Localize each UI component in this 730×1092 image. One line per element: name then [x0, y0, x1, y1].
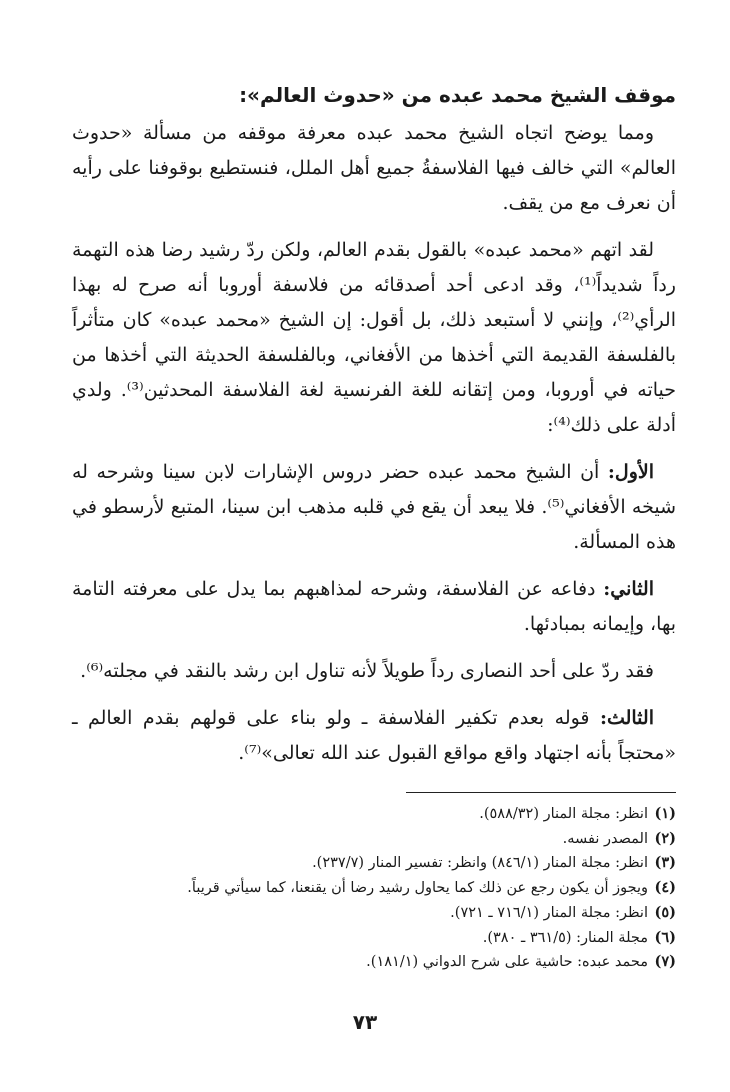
footnote-text: انظر: مجلة المنار (٨٤٦/١) وانظر: تفسير المنار (٢٣٧/٧).: [312, 855, 648, 872]
footnote-number: (٣): [654, 854, 676, 872]
footnote-item: [72, 901, 676, 926]
paragraph-text: أن الشيخ محمد عبده حضر دروس الإشارات لابن سينا وشرحه له شيخه الأفغاني⁽⁵⁾. فلا يبعد أن يقع في قلبه مذهب ابن سينا، المتبع لأرسطو في هذه المسألة.: [72, 461, 677, 553]
footnote-number: (٤): [654, 879, 676, 897]
footnote-text: المصدر نفسه.: [562, 830, 648, 847]
footnote-text: انظر: مجلة المنار (٥٨٨/٣٢).: [479, 806, 648, 822]
footnote-number: (١): [654, 805, 676, 822]
paragraph-text: قوله بعدم تكفير الفلاسفة ـ ولو بناء على قولهم بقدم العالم ـ «محتجاً بأنه اجتهاد واقع مواقع القبول عند الله تعالى»⁽⁷⁾.: [72, 707, 676, 764]
footnote-divider: [406, 792, 676, 793]
paragraph-text: فقد ردّ على أحد النصارى رداً طويلاً لأنه تناول ابن رشد بالنقد في مجلته⁽⁶⁾.: [80, 660, 654, 682]
paragraph-lead: الثاني:: [603, 578, 654, 600]
footnote-text: ويجوز أن يكون رجع عن ذلك كما يحاول رشيد رضا أن يقنعنا، كما سيأتي قريباً.: [187, 880, 648, 897]
paragraph-response: [72, 654, 676, 689]
footnote-item: [72, 950, 676, 975]
footnote-item: [72, 827, 676, 852]
footnote-item: [72, 802, 676, 827]
footnote-item: [72, 926, 676, 951]
paragraph-third-evidence: [72, 701, 676, 771]
paragraph-second-evidence: [72, 572, 676, 642]
footnote-text: مجلة المنار: (٣٦١/٥ ـ ٣٨٠).: [482, 929, 648, 946]
footnotes-list: [72, 802, 676, 975]
footnote-number: (٥): [654, 903, 676, 921]
paragraph-accusation: [72, 233, 676, 443]
footnote-text: انظر: مجلة المنار (٧١٦/١ ـ ٧٢١).: [450, 904, 648, 921]
footnote-item: [72, 851, 676, 876]
footnote-number: (٢): [654, 829, 676, 847]
main-text: [72, 78, 676, 771]
section-heading: موقف الشيخ محمد عبده من «حدوث العالم»:: [239, 83, 676, 107]
paragraph-text: لقد اتهم «محمد عبده» بالقول بقدم العالم، ولكن ردّ رشيد رضا هذه التهمة رداً شديداً⁽¹⁾، وقد ادعى أحد أصدقائه من فلاسفة أوروبا أنه صرح له بهذا الرأي⁽²⁾، وإنني لا أستبعد ذلك، بل أقول: إن الشيخ «محمد عبده» كان متأثراً بالفلسفة القديمة التي أخذها من الأفغاني، وبالفلسفة الحديثة التي أخذها من حياته في أوروبا، ومن إتقانه للغة الفرنسية لغة الفلاسفة المحدثين⁽³⁾. ولدي أدلة على ذلك⁽⁴⁾:: [72, 239, 676, 436]
page-number: ٧٣: [352, 1010, 378, 1034]
paragraph-lead: الثالث:: [599, 707, 654, 729]
paragraph-first-evidence: [72, 455, 676, 560]
paragraph-text: ومما يوضح اتجاه الشيخ محمد عبده معرفة موقفه من مسألة «حدوث العالم» التي خالف فيها الفلاسفةُ جميع أهل الملل، فنستطيع بوقوفنا على رأيه أن نعرف مع من يقف.: [72, 122, 676, 214]
paragraph-text: دفاعه عن الفلاسفة، وشرحه لمذاهبهم بما يدل على معرفته التامة بها، وإيمانه بمبادئها.: [72, 578, 676, 635]
footnote-text: محمد عبده: حاشية على شرح الدواني (١٨١/١).: [366, 954, 648, 971]
footnote-number: (٧): [654, 953, 676, 971]
footnote-item: [72, 876, 676, 901]
paragraph-intro: [72, 116, 676, 221]
paragraph-lead: الأول:: [607, 461, 654, 483]
footnote-number: (٦): [654, 928, 676, 946]
